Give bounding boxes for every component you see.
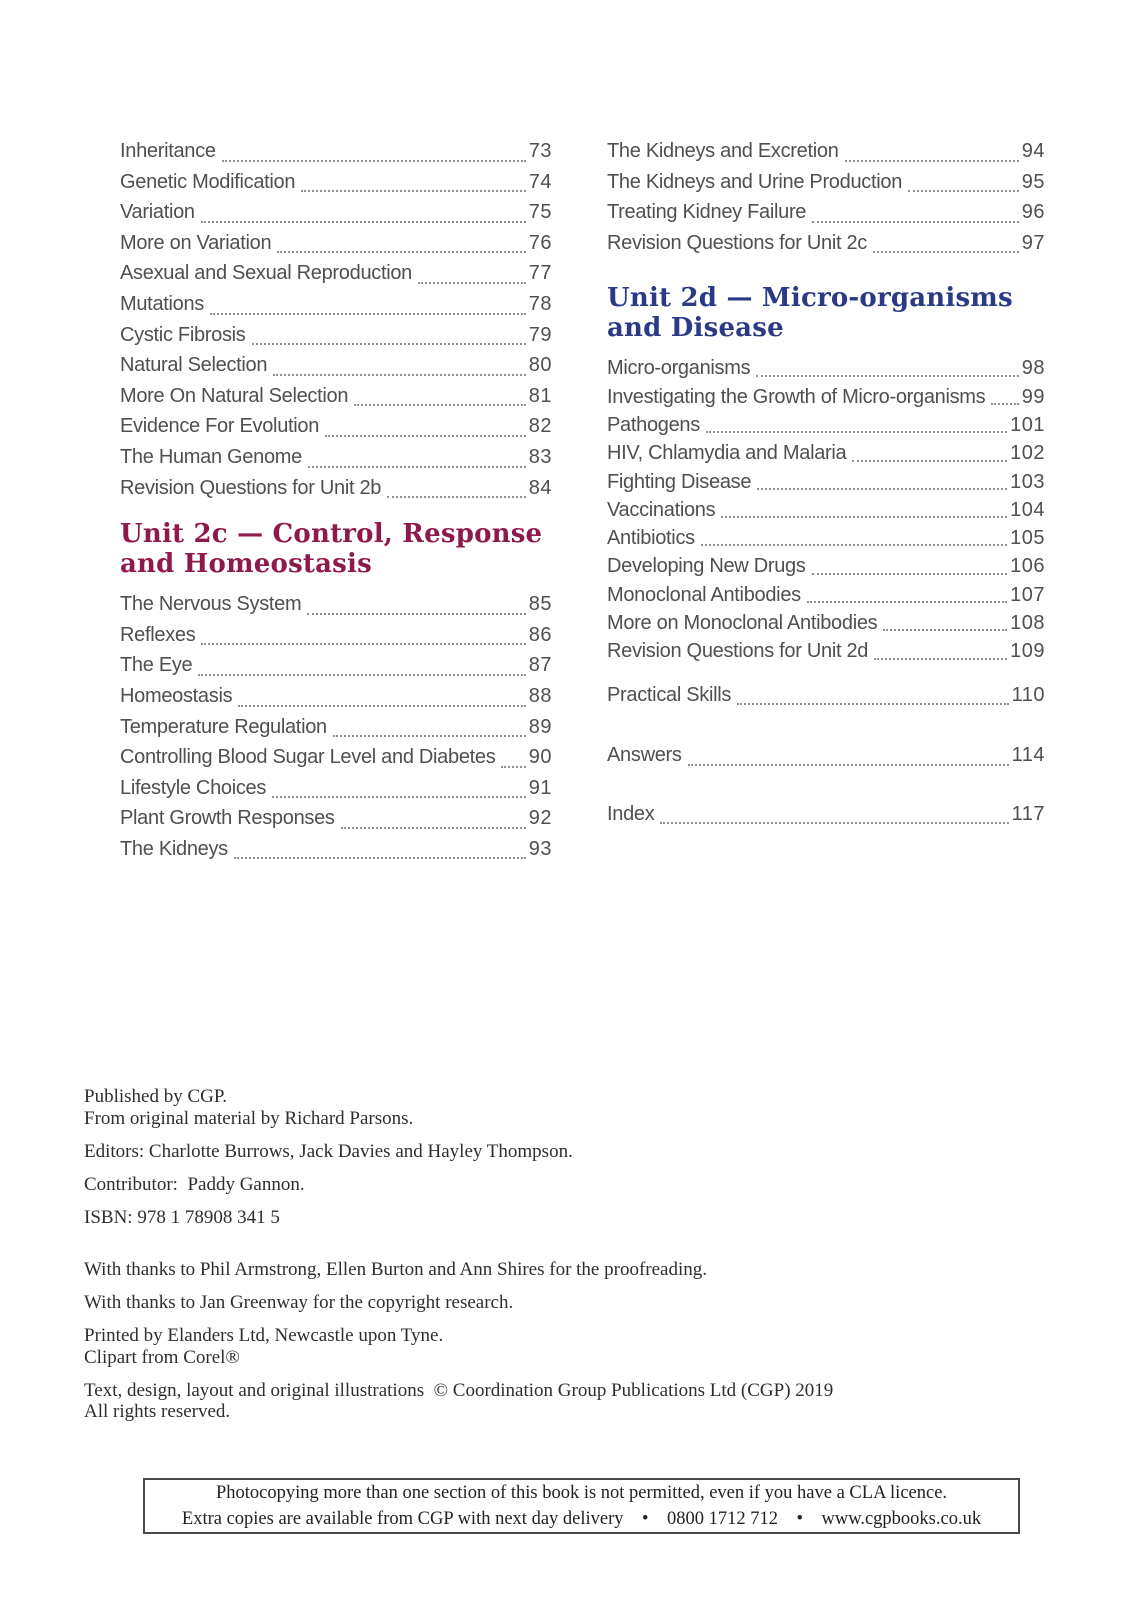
toc-entry-title: Practical Skills [607,683,732,706]
dotted-leader [354,404,526,406]
toc-entry-title: Controlling Blood Sugar Level and Diabetes [120,746,496,769]
toc-entry [120,654,552,685]
toc-entry-page: 117 [1011,802,1045,825]
toc-entry-page: 85 [528,593,552,616]
toc-entry-page: 87 [528,654,552,677]
toc-entry-page: 92 [528,807,552,830]
toc-entry-page: 80 [528,354,552,377]
toc-entry-page: 81 [528,384,552,407]
toc-entry-page: 96 [1021,201,1045,224]
dotted-leader [845,160,1019,162]
toc-entry [120,262,552,293]
toc-entry [120,415,552,446]
unit-2c-heading [120,520,552,579]
credits-paragraph: Printed by Elanders Ltd, Newcastle upon Tyne. Clipart from Corel® [84,1325,444,1368]
toc-entry-page: 91 [528,776,552,799]
toc-entry-title: Mutations [120,292,205,315]
dotted-leader [341,827,526,829]
unit-2d-heading [607,284,1045,343]
toc-entry-title: HIV, Chlamydia and Malaria [607,442,847,465]
dotted-leader [501,766,525,768]
spacer [607,669,1045,684]
toc-entry-page: 102 [1010,442,1045,465]
dotted-leader [812,573,1008,575]
toc-entry-title: Genetic Modification [120,170,296,193]
dotted-leader [706,431,1007,433]
dotted-leader [234,857,526,859]
toc-entry-page: 93 [528,837,552,860]
dotted-leader [812,221,1019,223]
dotted-leader [325,435,526,437]
toc-entry-title: Investigating the Growth of Micro-organisms [607,385,986,408]
toc-entry [607,499,1045,527]
dotted-leader [201,221,526,223]
toc-group [120,593,552,868]
toc-entry [607,357,1045,385]
toc-entry-page: 105 [1010,527,1045,550]
unit-heading-line: Unit 2c — Control, Response [120,519,543,550]
toc-entry [120,685,552,716]
toc-entry-title: Variation [120,201,195,224]
dotted-leader [701,544,1007,546]
toc-entry [607,584,1045,612]
toc-entry-title: Fighting Disease [607,470,752,493]
toc-entry [120,324,552,355]
dotted-leader [873,251,1019,253]
spacer [607,775,1045,803]
toc-entry-title: Plant Growth Responses [120,807,335,830]
toc-entry-title: Cystic Fibrosis [120,323,246,346]
toc-group [607,803,1045,834]
dotted-leader [198,674,525,676]
toc-entry-page: 89 [528,715,552,738]
toc-group [607,357,1045,668]
toc-entry [120,624,552,655]
toc-entry-title: Natural Selection [120,354,268,377]
toc-entry [120,777,552,808]
toc-entry-title: Developing New Drugs [607,555,806,578]
toc-entry [120,716,552,747]
toc-entry-page: 99 [1021,385,1045,408]
toc-entry-page: 83 [528,445,552,468]
dotted-leader [874,658,1007,660]
toc-entry-page: 86 [528,623,552,646]
toc-entry [607,527,1045,555]
toc-entry-page: 77 [528,262,552,285]
dotted-leader [201,643,525,645]
unit-heading-line: and Disease [607,312,784,343]
dotted-leader [333,735,526,737]
toc-entry-title: The Kidneys and Excretion [607,140,839,162]
toc-entry [120,477,552,508]
toc-entry-page: 76 [528,231,552,254]
toc-entry-title: Vaccinations [607,498,716,521]
toc-group [120,140,552,507]
toc-entry-title: More on Monoclonal Antibodies [607,612,878,635]
toc-left-column [120,140,552,868]
dotted-leader [737,703,1008,705]
dotted-leader [252,343,526,345]
toc-entry-page: 79 [528,323,552,346]
dotted-leader [883,629,1007,631]
dotted-leader [277,251,525,253]
toc-entry [607,803,1045,834]
publisher-credits [84,1086,1014,1434]
dotted-leader [387,496,526,498]
toc-entry-page: 73 [528,140,552,162]
toc-entry-title: Index [607,802,655,825]
dotted-leader [418,282,526,284]
dotted-leader [852,460,1007,462]
toc-entry-page: 95 [1021,170,1045,193]
toc-entry-page: 90 [528,746,552,769]
toc-group [607,744,1045,775]
photocopy-notice-line2: Extra copies are available from CGP with next day delivery • 0800 1712 712 • www.cgpbooks.co.uk [181,1509,982,1529]
toc-entry-title: The Kidneys and Urine Production [607,170,903,193]
dotted-leader [991,403,1018,405]
toc-entry [607,684,1045,715]
credits-paragraph: Text, design, layout and original illustrations © Coordination Group Publications Ltd (CGP) 2019 All rights reserved. [84,1379,834,1422]
dotted-leader [308,466,526,468]
toc-entry-page: 82 [528,415,552,438]
toc-entry [120,201,552,232]
toc-entry-page: 110 [1011,683,1045,706]
toc-entry-title: Inheritance [120,140,216,162]
toc-entry-page: 103 [1010,470,1045,493]
toc-entry [607,744,1045,775]
toc-entry-title: Treating Kidney Failure [607,201,807,224]
toc-entry [120,232,552,263]
dotted-leader [721,516,1007,518]
toc-entry [607,232,1045,263]
toc-entry-page: 88 [528,684,552,707]
toc-entry-title: More On Natural Selection [120,384,349,407]
toc-entry [607,555,1045,583]
toc-entry [120,140,552,171]
toc-entry-title: Lifestyle Choices [120,776,267,799]
toc-group [607,684,1045,715]
credits-paragraph: Published by CGP. From original material by Richard Parsons. [84,1086,414,1129]
photocopy-notice-line1: Photocopying more than one section of this book is not permitted, even if you have a CLA licence. [215,1483,948,1503]
toc-entry-title: Micro-organisms [607,357,751,380]
dotted-leader [756,375,1018,377]
toc-entry-title: Temperature Regulation [120,715,327,738]
toc-entry [607,612,1045,640]
toc-entry [120,446,552,477]
toc-entry-page: 106 [1010,555,1045,578]
credits-paragraph: With thanks to Jan Greenway for the copyright research. [84,1292,514,1313]
toc-entry-page: 98 [1021,357,1045,380]
toc-entry-page: 114 [1011,744,1045,767]
toc-entry [120,807,552,838]
unit-heading-line: Unit 2d — Micro-organisms [607,283,1013,314]
toc-entry-title: Revision Questions for Unit 2c [607,231,868,254]
toc-entry [607,171,1045,202]
toc-entry-title: Monoclonal Antibodies [607,583,801,606]
dotted-leader [908,190,1019,192]
spacer [607,714,1045,744]
toc-entry [607,471,1045,499]
dotted-leader [222,160,526,162]
toc-right-column [607,140,1045,833]
toc-entry-title: Revision Questions for Unit 2b [120,476,382,499]
dotted-leader [807,601,1007,603]
toc-entry-page: 107 [1010,583,1045,606]
toc-entry-title: Pathogens [607,413,700,436]
toc-entry [120,746,552,777]
toc-entry [607,414,1045,442]
toc-entry-title: The Human Genome [120,445,302,468]
dotted-leader [273,374,526,376]
toc-entry [607,201,1045,232]
photocopy-notice-box [143,1478,1020,1534]
toc-group [607,140,1045,262]
toc-entry [120,293,552,324]
dotted-leader [210,313,526,315]
toc-entry-title: The Nervous System [120,593,302,616]
toc-entry [607,640,1045,668]
credits-paragraph: Contributor: Paddy Gannon. [84,1173,305,1195]
credits-paragraph: With thanks to Phil Armstrong, Ellen Burton and Ann Shires for the proofreading. [84,1259,707,1280]
dotted-leader [272,796,526,798]
toc-entry-title: Reflexes [120,623,196,646]
toc-entry-page: 94 [1021,140,1045,162]
dotted-leader [757,488,1007,490]
toc-entry-page: 97 [1021,231,1045,254]
toc-entry-page: 74 [528,170,552,193]
toc-entry [607,140,1045,171]
toc-entry [120,593,552,624]
dotted-leader [688,764,1009,766]
credits-paragraph: ISBN: 978 1 78908 341 5 [84,1206,280,1228]
toc-entry-page: 108 [1010,612,1045,635]
toc-entry [120,385,552,416]
toc-entry-page: 84 [528,476,552,499]
dotted-leader [307,613,525,615]
dotted-leader [301,190,526,192]
toc-entry-page: 109 [1010,640,1045,663]
toc-entry [607,386,1045,414]
toc-entry-page: 78 [528,292,552,315]
toc-entry [120,354,552,385]
toc-entry-title: Revision Questions for Unit 2d [607,640,869,663]
unit-heading-line: and Homeostasis [120,548,372,579]
toc-entry-page: 101 [1010,413,1045,436]
toc-entry [120,838,552,869]
toc-entry-title: Homeostasis [120,684,233,707]
dotted-leader [238,705,525,707]
toc-entry [120,171,552,202]
toc-entry-title: The Eye [120,654,193,677]
toc-entry-title: The Kidneys [120,837,228,860]
credits-paragraph: Editors: Charlotte Burrows, Jack Davies and Hayley Thompson. [84,1140,573,1162]
toc-entry-title: Evidence For Evolution [120,415,320,438]
toc-entry-title: Asexual and Sexual Reproduction [120,262,413,285]
toc-entry-title: More on Variation [120,231,272,254]
toc-entry [607,442,1045,470]
dotted-leader [660,822,1008,824]
toc-entry-title: Answers [607,744,682,767]
toc-entry-page: 75 [528,201,552,224]
toc-entry-page: 104 [1010,498,1045,521]
toc-entry-title: Antibiotics [607,527,695,550]
